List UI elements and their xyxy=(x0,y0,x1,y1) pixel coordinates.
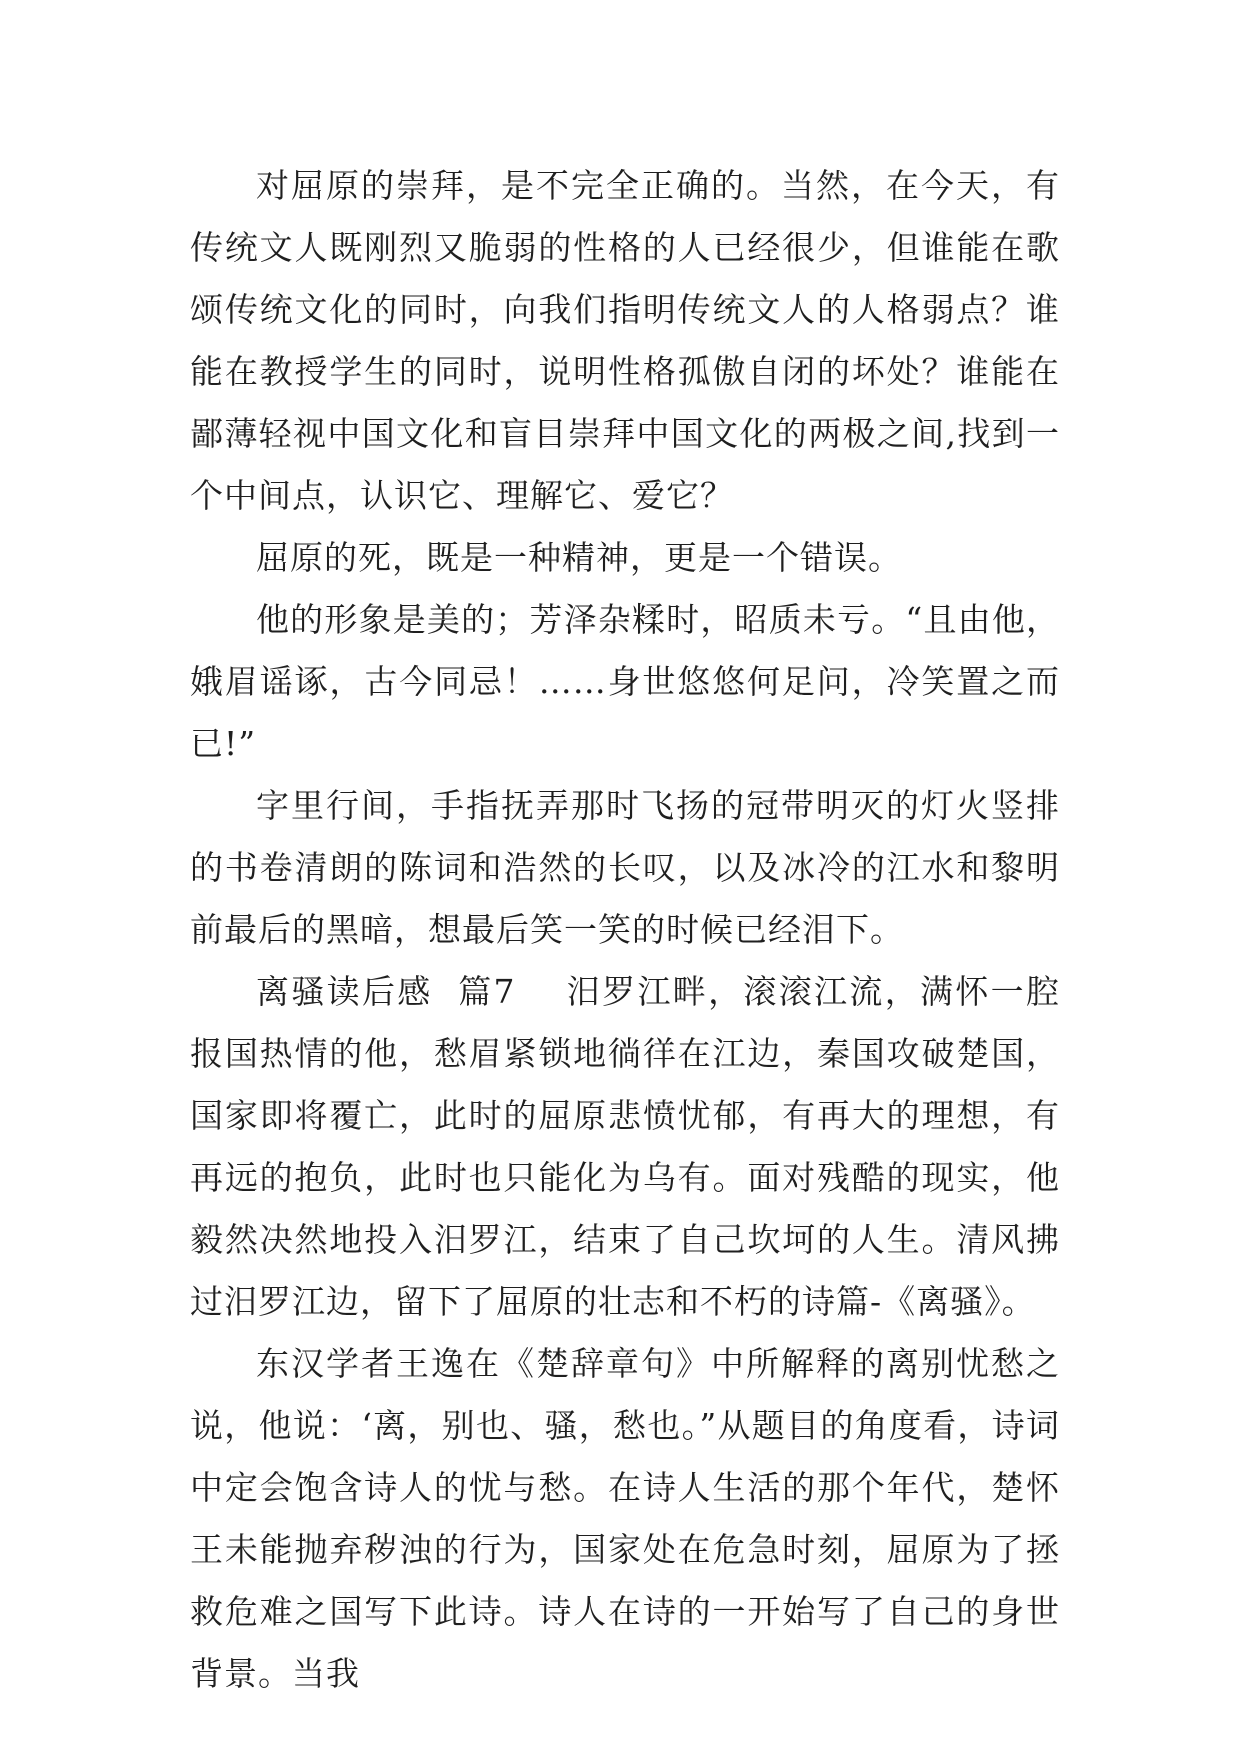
paragraph-4: 字里行间，手指抚弄那时飞扬的冠带明灭的灯火竖排的书卷清朗的陈词和浩然的长叹，以及冰冷的江水和黎明前最后的黑暗，想最后笑一笑的时候已经泪下。 xyxy=(190,786,1060,949)
paragraph-5: 离骚读后感 篇7 汨罗江畔，滚滚江流，满怀一腔报国热情的他，愁眉紧锁地徜徉在江边，秦国攻破楚国，国家即将覆亡，此时的屈原悲愤忧郁，有再大的理想，有再远的抱负，此时也只能化为乌有。面对残酷的现实，他毅然决然地投入汨罗江，结束了自己坎坷的人生。清风拂过汨罗江边，留下了屈原的壮志和不朽的诗篇-《离骚》。 xyxy=(190,972,1060,1321)
paragraph-6: 东汉学者王逸在《楚辞章句》中所解释的离别忧愁之说，他说：‘离，别也、骚，愁也。”从题目的角度看，诗词中定会饱含诗人的忧与愁。在诗人生活的那个年代，楚怀王未能抛弃秽浊的行为，国家处在危急时刻，屈原为了拯救危难之国写下此诗。诗人在诗的一开始写了自己的身世背景。当我 xyxy=(190,1344,1060,1693)
paragraph-1: 对屈原的崇拜，是不完全正确的。当然，在今天，有传统文人既刚烈又脆弱的性格的人已经很少，但谁能在歌颂传统文化的同时，向我们指明传统文人的人格弱点？谁能在教授学生的同时，说明性格孤傲自闭的坏处？谁能在鄙薄轻视中国文化和盲目崇拜中国文化的两极之间,找到一个中间点，认识它、理解它、爱它？ xyxy=(190,166,1060,515)
paragraph-2: 屈原的死，既是一种精神，更是一个错误。 xyxy=(256,538,902,577)
paragraph-3: 他的形象是美的；芳泽杂糅时，昭质未亏。“且由他，娥眉谣诼，古今同忌！……身世悠悠何足问，冷笑置之而已!” xyxy=(190,600,1060,763)
body-text xyxy=(190,155,1060,1705)
